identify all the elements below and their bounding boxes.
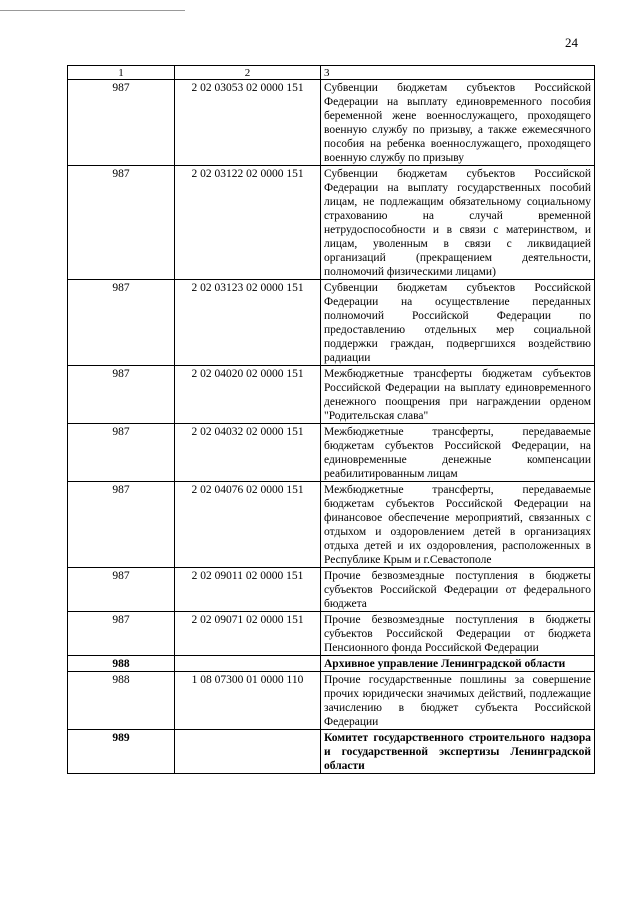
description-cell: Межбюджетные трансферты, передаваемые бюджетам субъектов Российской Федерации на финансовое обеспечение мероприятий, связанных с отдыхом и оздоровлением детей в организациях отдыха детей и их оздоровления, расположенных в Республике Крым и г.Севастополе — [321, 482, 595, 568]
description-cell: Межбюджетные трансферты, передаваемые бюджетам субъектов Российской Федерации, на единовременные денежные компенсации реабилитированным лицам — [321, 424, 595, 482]
page-number: 24 — [565, 35, 578, 50]
table-row — [68, 280, 595, 366]
admin-code-cell: 987 — [68, 280, 175, 366]
scan-corner-line — [0, 10, 185, 11]
admin-code-cell: 987 — [68, 568, 175, 612]
table-row — [68, 612, 595, 656]
admin-code-cell: 987 — [68, 482, 175, 568]
kbk-code-cell: 2 02 04020 02 0000 151 — [175, 366, 321, 424]
administrator-name-cell: Комитет государственного строительного надзора и государственной экспертизы Ленинградской области — [321, 730, 595, 774]
description-cell: Субвенции бюджетам субъектов Российской Федерации на выплату государственных пособий лицам, не подлежащим обязательному социальному страхованию на случай временной нетрудоспособности и в связи с материнством, и лицам, уволенным в связи с ликвидацией организаций (прекращением деятельности, полномочий физическими лицами) — [321, 166, 595, 280]
table-row-section-header — [68, 656, 595, 672]
description-cell: Межбюджетные трансферты бюджетам субъектов Российской Федерации на выплату единовременного денежного поощрения при награждении орденом "Родительская слава" — [321, 366, 595, 424]
description-cell: Прочие безвозмездные поступления в бюджеты субъектов Российской Федерации от бюджета Пенсионного фонда Российской Федерации — [321, 612, 595, 656]
description-cell: Прочие государственные пошлины за совершение прочих юридически значимых действий, подлежащие зачислению в бюджет субъекта Российской Федерации — [321, 672, 595, 730]
description-cell: Субвенции бюджетам субъектов Российской Федерации на выплату единовременного пособия беременной жене военнослужащего, проходящего военную службу по призыву, а также ежемесячного пособия на ребенка военнослужащего, проходящего военную службу по призыву — [321, 80, 595, 166]
table-row — [68, 80, 595, 166]
kbk-code-cell — [175, 656, 321, 672]
admin-code-cell: 987 — [68, 366, 175, 424]
table-row — [68, 482, 595, 568]
kbk-code-cell: 2 02 03053 02 0000 151 — [175, 80, 321, 166]
table-row — [68, 366, 595, 424]
admin-code-cell: 988 — [68, 656, 175, 672]
administrator-name-cell: Архивное управление Ленинградской области — [321, 656, 595, 672]
kbk-code-cell: 2 02 04032 02 0000 151 — [175, 424, 321, 482]
budget-classification-table — [67, 65, 595, 774]
header-col-1: 1 — [68, 66, 175, 80]
header-col-3: 3 — [321, 66, 595, 80]
table-header-row — [68, 66, 595, 80]
header-col-2: 2 — [175, 66, 321, 80]
description-cell: Субвенции бюджетам субъектов Российской Федерации на осуществление переданных полномочий Российской Федерации по предоставлению отдельных мер социальной поддержки граждан, подвергшихся воздействию радиации — [321, 280, 595, 366]
description-cell: Прочие безвозмездные поступления в бюджеты субъектов Российской Федерации от федерального бюджета — [321, 568, 595, 612]
kbk-code-cell — [175, 730, 321, 774]
admin-code-cell: 989 — [68, 730, 175, 774]
kbk-code-cell: 2 02 04076 02 0000 151 — [175, 482, 321, 568]
kbk-code-cell: 2 02 09071 02 0000 151 — [175, 612, 321, 656]
table-row-section-header — [68, 730, 595, 774]
table-row — [68, 424, 595, 482]
admin-code-cell: 987 — [68, 80, 175, 166]
admin-code-cell: 987 — [68, 612, 175, 656]
admin-code-cell: 987 — [68, 424, 175, 482]
table-row — [68, 672, 595, 730]
kbk-code-cell: 2 02 09011 02 0000 151 — [175, 568, 321, 612]
admin-code-cell: 988 — [68, 672, 175, 730]
admin-code-cell: 987 — [68, 166, 175, 280]
kbk-code-cell: 1 08 07300 01 0000 110 — [175, 672, 321, 730]
table-row — [68, 568, 595, 612]
kbk-code-cell: 2 02 03122 02 0000 151 — [175, 166, 321, 280]
kbk-code-cell: 2 02 03123 02 0000 151 — [175, 280, 321, 366]
table-row — [68, 166, 595, 280]
